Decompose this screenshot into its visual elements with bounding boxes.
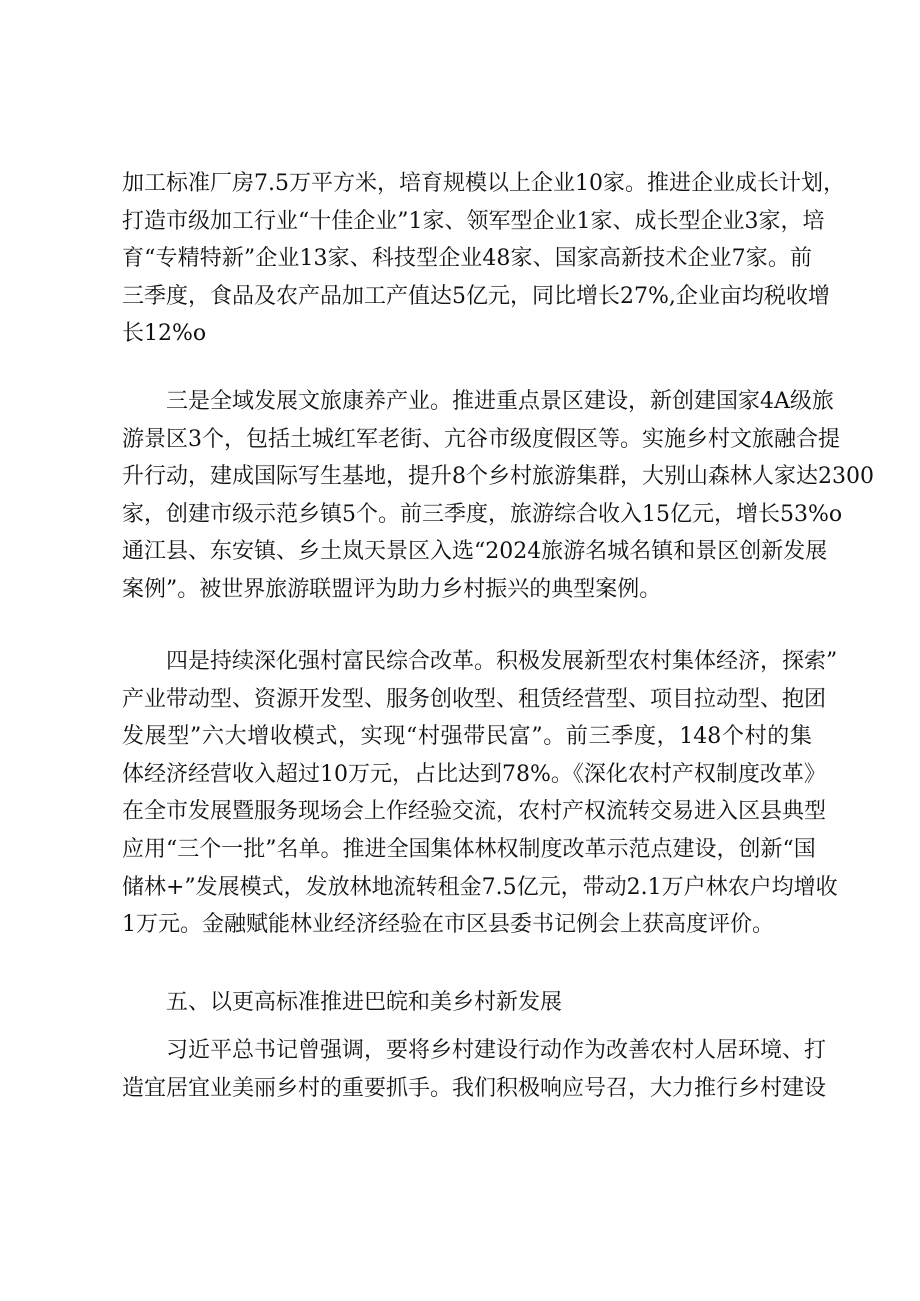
text-line: 育“专精特新”企业13家、科技型企业48家、国家高新技术企业7家。前 <box>122 246 812 272</box>
paragraph-industry-processing <box>122 165 845 353</box>
text-line: 通江县、东安镇、乡土岚天景区入选“2024旅游名城名镇和景区创新发展 <box>122 539 828 565</box>
text-line: 在全市发展暨服务现场会上作经验交流，农村产权流转交易进入区县典型 <box>122 799 827 825</box>
text-line: 储林+”发展模式，发放林地流转租金7.5亿元，带动2.1万户林农户均增收 <box>122 874 838 900</box>
text-line: 1万元。金融赋能林业经济经验在市区县委书记例会上获高度评价。 <box>122 912 774 938</box>
text-line: 发展型”六大增收模式，实现“村强带民富”。前三季度，148个村的集 <box>122 724 812 750</box>
text-line: 三是全域发展文旅康养产业。推进重点景区建设，新创建国家4A级旅 <box>166 389 834 414</box>
paragraph-reform <box>122 643 838 944</box>
paragraph-rural-construction <box>122 1032 827 1107</box>
text-line: 家，创建市级示范乡镇5个。前三季度，旅游综合收入15亿元，增长53%o <box>122 501 843 527</box>
text-line: 案例”。被世界旅游联盟评为助力乡村振兴的典型案例。 <box>122 576 662 602</box>
text-line: 习近平总书记曾强调，要将乡村建设行动作为改善农村人居环境、打 <box>166 1038 827 1063</box>
text-line: 游景区3个，包括土城红军老街、亢谷市级度假区等。实施乡村文旅融合提 <box>122 426 840 452</box>
text-line: 四是持续深化强村富民综合改革。积极发展新型农村集体经济，探索” <box>166 649 838 674</box>
section-heading: 五、以更高标准推进巴皖和美乡村新发展 <box>166 990 563 1015</box>
text-line: 长12%o <box>122 321 207 347</box>
text-line: 产业带动型、资源开发型、服务创收型、租赁经营型、项目拉动型、抱团 <box>122 686 827 712</box>
text-line: 升行动，建成国际写生基地，提升8个乡村旅游集群，大别山森林人家达2300 <box>122 464 874 490</box>
paragraph-tourism <box>122 383 874 609</box>
text-line: 体经济经营收入超过10万元，占比达到78%。《深化农村产权制度改革》 <box>122 761 826 787</box>
text-line: 应用“三个一批”名单。推进全国集体林权制度改革示范点建设，创新“国 <box>122 836 816 862</box>
text-line: 造宜居宜业美丽乡村的重要抓手。我们积极响应号召，大力推行乡村建设 <box>122 1075 827 1101</box>
text-line: 加工标准厂房7.5万平方米，培育规模以上企业10家。推进企业成长计划， <box>122 171 845 196</box>
text-line: 三季度，食品及农产品加工产值达5亿元，同比增长27%,企业亩均税收增 <box>122 283 830 309</box>
text-line: 打造市级加工行业“十佳企业”1家、领军型企业1家、成长型企业3家，培 <box>122 208 825 234</box>
